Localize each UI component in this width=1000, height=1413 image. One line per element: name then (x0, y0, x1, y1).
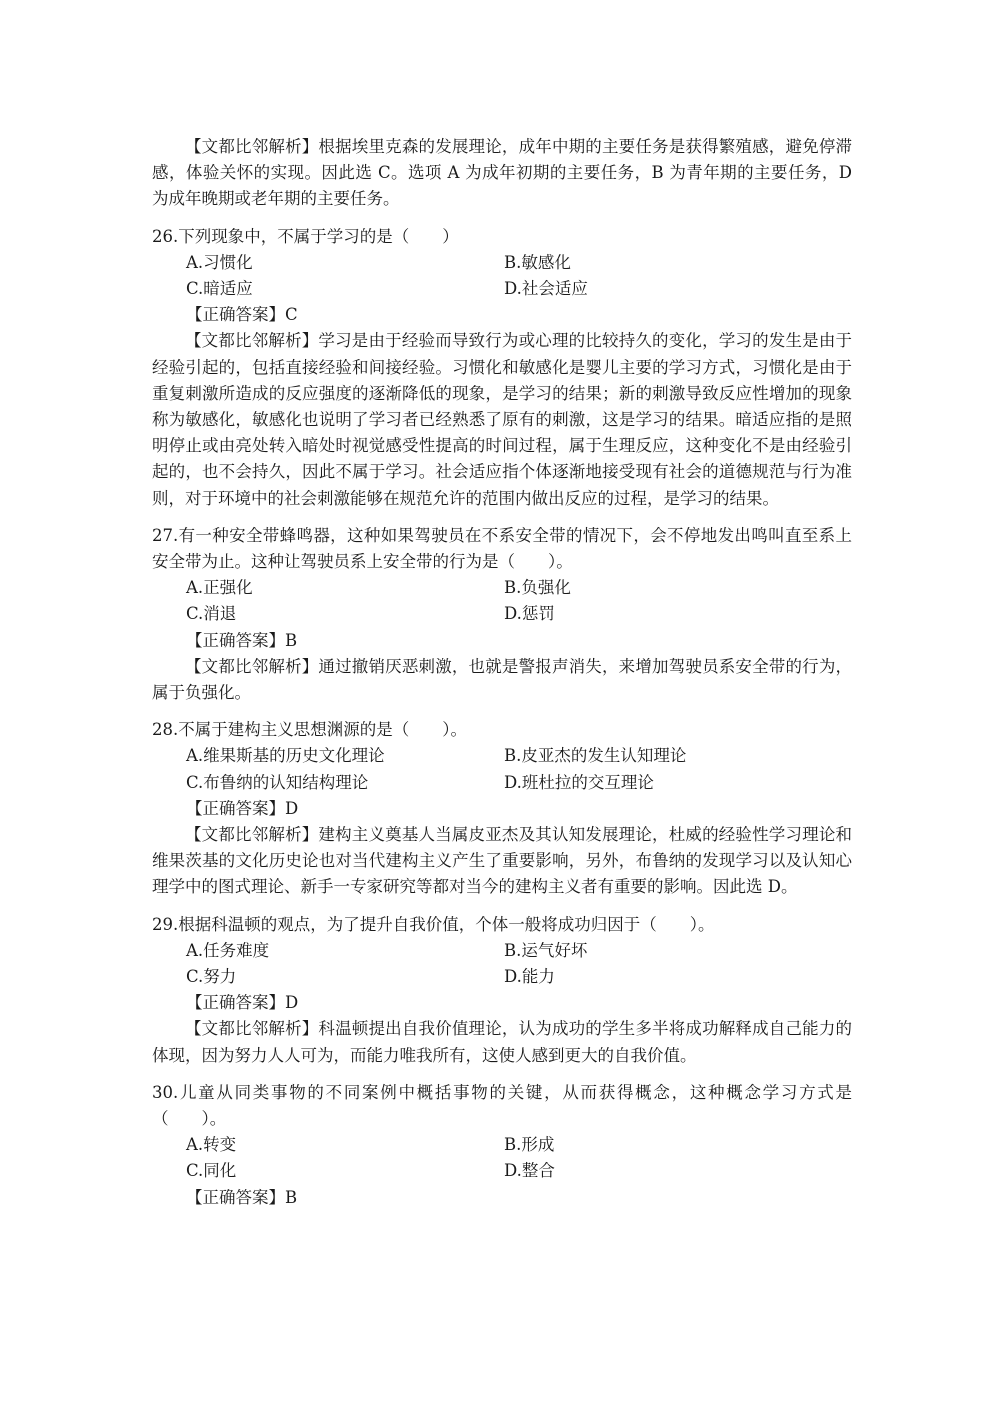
correct-answer: 【正确答案】D (186, 993, 299, 1013)
option-d: D.整合 (504, 1161, 555, 1181)
option-b: B.运气好坏 (504, 940, 588, 960)
document-page (152, 134, 852, 1222)
correct-answer: 【正确答案】C (186, 305, 298, 325)
analysis: 【文都比邻解析】建构主义奠基人当属皮亚杰及其认知发展理论，杜威的经验性学习理论和维果茨基的文化历史论也对当代建构主义产生了重要影响，另外，布鲁纳的发现学习以及认知心理学中的图式理论、新手一专家研究等都对当今的建构主义者有重要的影响。因此选 D。 (152, 824, 852, 897)
option-c: C.同化 (186, 1161, 237, 1181)
option-a: A.习惯化 (186, 252, 253, 272)
question-stem: 27.有一种安全带蜂鸣器，这种如果驾驶员在不系安全带的情况下，会不停地发出鸣叫直至系上安全带为止。这种让驾驶员系上安全带的行为是（ ）。 (152, 525, 852, 572)
option-d: D.能力 (504, 966, 555, 986)
question-stem: 28.不属于建构主义思想渊源的是（ ）。 (152, 720, 467, 740)
question-stem: 26.下列现象中，不属于学习的是（ ） (152, 226, 459, 246)
option-b: B.敏感化 (504, 252, 571, 272)
option-a: A.维果斯基的历史文化理论 (186, 746, 385, 766)
analysis: 【文都比邻解析】学习是由于经验而导致行为或心理的比较持久的变化，学习的发生是由于经验引起的，包括直接经验和间接经验。习惯化和敏感化是婴儿主要的学习方式，习惯化是由于重复刺激所造成的反应强度的逐渐降低的现象，是学习的结果；新的刺激导致反应性增加的现象称为敏感化，敏感化也说明了学习者已经熟悉了原有的刺激，这是学习的结果。暗适应指的是照明停止或由亮处转入暗处时视觉感受性提高的时间过程，属于生理反应，这种变化不是由经验引起的，也不会持久，因此不属于学习。社会适应指个体逐渐地接受现有社会的道德规范与行为准则，对于环境中的社会刺激能够在规范允许的范围内做出反应的过程，是学习的结果。 (152, 331, 852, 508)
correct-answer: 【正确答案】B (186, 630, 298, 650)
option-d: D.惩罚 (504, 604, 555, 624)
options-grid (152, 938, 852, 990)
option-b: B.形成 (504, 1135, 555, 1155)
analysis: 【文都比邻解析】科温顿提出自我价值理论，认为成功的学生多半将成功解释成自己能力的体现，因为努力人人可为，而能力唯我所有，这使人感到更大的自我价值。 (152, 1019, 852, 1065)
analysis: 【文都比邻解析】通过撤销厌恶刺激，也就是警报声消失，来增加驾驶员系安全带的行为，属于负强化。 (152, 656, 852, 702)
option-d: D.社会适应 (504, 279, 588, 298)
intro-analysis: 【文都比邻解析】根据埃里克森的发展理论，成年中期的主要任务是获得繁殖感，避免停滞感，体验关怀的实现。因此选 C。选项 A 为成年初期的主要任务，B 为青年期的主要任务，D 为成年晚期或老年期的主要任务。 (152, 137, 852, 209)
option-b: B.皮亚杰的发生认知理论 (504, 746, 687, 766)
question-28 (152, 717, 852, 900)
options-grid (152, 743, 852, 795)
intro-analysis-block (152, 134, 852, 213)
question-27 (152, 523, 852, 706)
correct-answer: 【正确答案】D (186, 798, 299, 818)
option-d: D.班杜拉的交互理论 (504, 772, 654, 792)
option-c: C.消退 (186, 604, 237, 624)
option-a: A.转变 (186, 1135, 237, 1155)
question-stem: 29.根据科温顿的观点，为了提升自我价值，个体一般将成功归因于（ ）。 (152, 914, 715, 934)
option-c: C.布鲁纳的认知结构理论 (186, 772, 369, 792)
option-a: A.任务难度 (186, 940, 270, 960)
option-a: A.正强化 (186, 578, 253, 598)
question-29 (152, 912, 852, 1069)
question-stem: 30.儿童从同类事物的不同案例中概括事物的关键，从而获得概念，这种概念学习方式是（ ）。 (152, 1082, 852, 1128)
option-c: C.努力 (186, 966, 237, 986)
question-30 (152, 1080, 852, 1211)
option-c: C.暗适应 (186, 279, 253, 298)
option-b: B.负强化 (504, 578, 571, 598)
options-grid (152, 1132, 852, 1184)
correct-answer: 【正确答案】B (186, 1187, 298, 1207)
options-grid (152, 250, 852, 302)
question-26 (152, 224, 852, 512)
options-grid (152, 575, 852, 627)
